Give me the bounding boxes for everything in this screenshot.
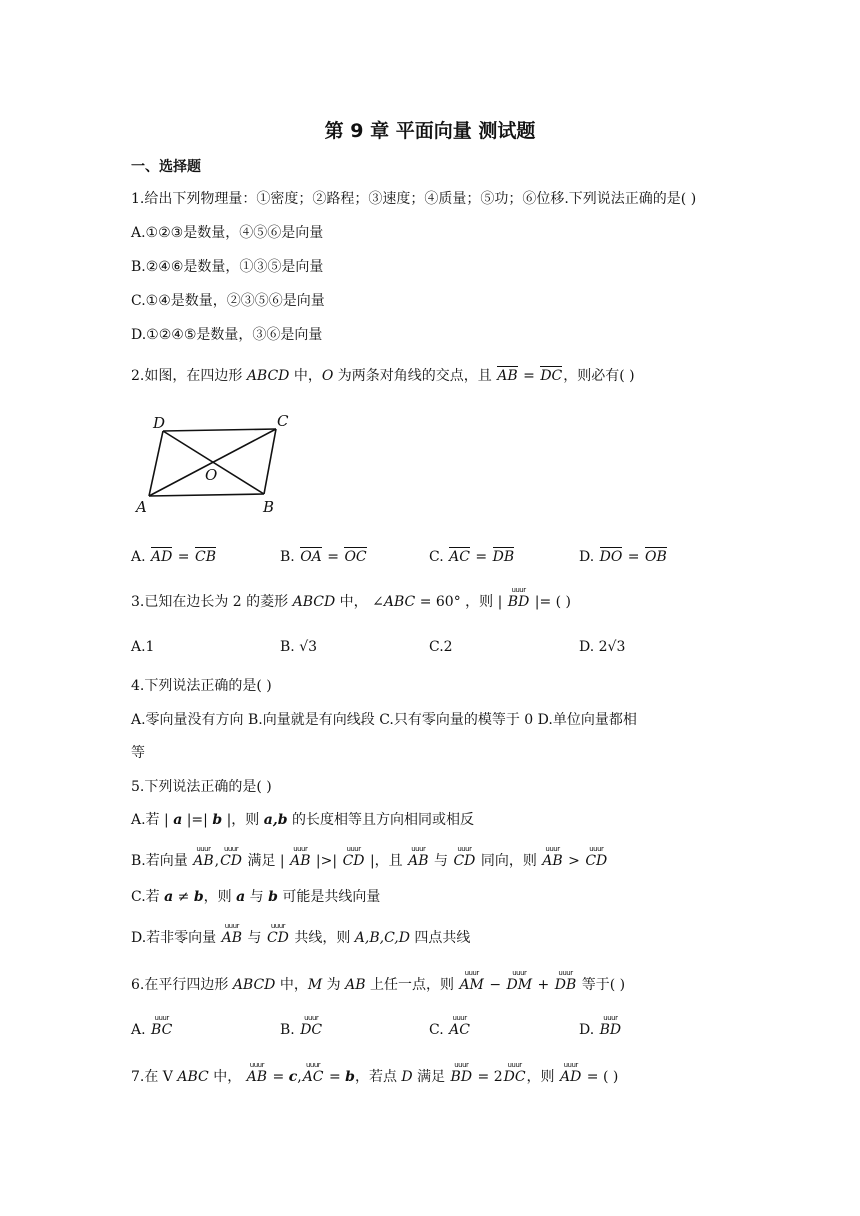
q3-stem: 3.已知在边长为 2 的菱形 ABCD 中， ∠ABC = 60° ，则 | uuur BD |= ( )	[131, 586, 572, 610]
q1-option-c: C.①④是数量，②③⑤⑥是向量	[131, 293, 325, 309]
diagonal-bd	[163, 431, 264, 494]
label-a: A	[136, 498, 147, 514]
q2-option-a: A. AD = CB	[131, 549, 216, 565]
quadrilateral-figure	[133, 406, 303, 514]
q2-stem: 2.如图，在四边形 ABCD 中，O 为两条对角线的交点，且 AB = DC，则必有( )	[131, 368, 635, 384]
q6-option-a: A. uuur BC	[131, 1014, 173, 1038]
q5-option-c: C.若 a ≠ b，则 a 与 b 可能是共线向量	[131, 889, 381, 905]
q3-option-c: C.2	[429, 639, 453, 655]
q1-option-a: A.①②③是数量，④⑤⑥是向量	[131, 225, 324, 241]
section-heading: 一、选择题	[131, 159, 201, 175]
q1-stem: 1.给出下列物理量：①密度；②路程；③速度；④质量；⑤功；⑥位移.下列说法正确的是( )	[131, 191, 697, 207]
page-title: 第 9 章 平面向量 测试题	[324, 120, 536, 142]
q2-option-c: C. AC = DB	[429, 549, 515, 565]
label-o: O	[205, 466, 218, 484]
label-b: B	[263, 498, 275, 514]
q4-options-cont: 等	[131, 745, 145, 761]
q3-option-b: B. √3	[280, 639, 318, 655]
edge-ab	[149, 494, 264, 496]
q1-option-b: B.②④⑥是数量，①③⑤是向量	[131, 259, 324, 275]
label-d: D	[153, 414, 166, 432]
edge-bc	[264, 429, 276, 494]
q4-stem: 4.下列说法正确的是( )	[131, 678, 272, 694]
q2-option-b: B. OA = OC	[280, 549, 367, 565]
q6-option-b: B. uuur DC	[280, 1014, 323, 1038]
edge-da	[149, 431, 163, 496]
q6-option-d: D. uuur BD	[579, 1014, 622, 1038]
q2-option-d: D. DO = OB	[579, 549, 667, 565]
edge-cd	[163, 429, 276, 431]
q7-stem: 7.在 V ABC 中， uuur AB = c, uuur AC = b，若点 D 满足 uuur BD = 2 uuur DC，则 uuur AD = ( )	[131, 1061, 619, 1085]
q3-option-a: A.1	[131, 639, 155, 655]
q5-stem: 5.下列说法正确的是( )	[131, 779, 272, 795]
q4-options: A.零向量没有方向 B.向量就是有向线段 C.只有零向量的模等于 0 D.单位向量都相	[131, 712, 637, 728]
q6-option-c: C. uuur AC	[429, 1014, 470, 1038]
q5-option-a: A.若 | a |=| b |，则 a,b 的长度相等且方向相同或相反	[131, 812, 474, 828]
label-c: C	[277, 412, 289, 430]
figure-lines	[149, 429, 276, 496]
q5-option-b: B.若向量 uuur AB, uuur CD 满足 | uuur AB |>| uuur CD |，且 uuur AB 与 uuur CD 同向，则 uuur AB > uuur CD	[131, 845, 608, 869]
q3-option-d: D. 2√3	[579, 639, 626, 655]
q1-option-d: D.①②④⑤是数量，③⑥是向量	[131, 327, 323, 343]
q6-stem: 6.在平行四边形 ABCD 中，M 为 AB 上任一点，则 uuur AM − uuur DM + uuur DB 等于( )	[131, 969, 626, 993]
q5-option-d: D.若非零向量 uuur AB 与 uuur CD 共线，则 A,B,C,D 四点共线	[131, 922, 471, 946]
